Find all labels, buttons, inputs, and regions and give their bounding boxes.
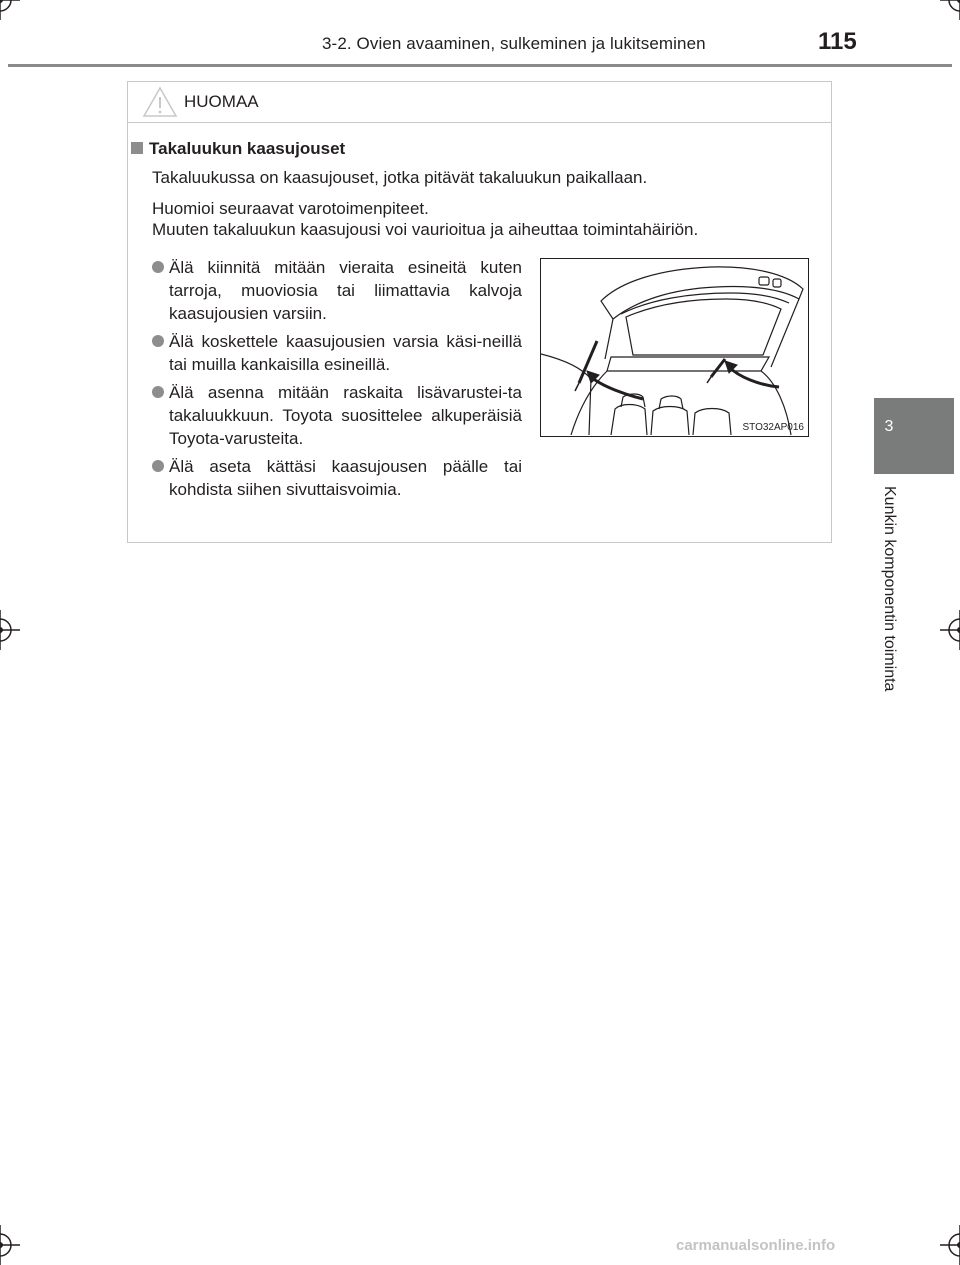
paragraph: Muuten takaluukun kaasujousi voi vaurioitua ja aiheuttaa toimintahäiriön.: [152, 220, 699, 239]
bullet-item: [152, 330, 522, 376]
crop-mark-top-right: [940, 0, 960, 20]
crop-mark-top-left: [0, 0, 20, 20]
footer-watermark: carmanualsonline.info: [676, 1237, 836, 1254]
chapter-side-label-text: Kunkin komponentin toiminta: [881, 486, 898, 692]
header-divider: [8, 64, 952, 67]
crop-mark-middle-right: [940, 610, 960, 650]
chapter-side-label: [878, 486, 902, 726]
notice-header: [128, 82, 831, 123]
crop-mark-bottom-left: [0, 1225, 20, 1265]
bullet-dot-icon: [152, 335, 164, 347]
chapter-tab-number: 3: [884, 418, 894, 435]
crop-mark-middle-left: [0, 610, 20, 650]
section-heading: [131, 139, 345, 159]
warning-triangle-icon: [142, 86, 178, 123]
bullet-item: [152, 256, 522, 325]
section-heading-text: Takaluukun kaasujouset: [149, 139, 346, 158]
tailgate-gas-strut-illustration: [540, 258, 809, 437]
page-header-title: 3-2. Ovien avaaminen, sulkeminen ja lukitseminen: [322, 34, 706, 53]
paragraph: Takaluukussa on kaasujouset, jotka pitävät takaluukun paikallaan.: [152, 168, 648, 187]
notice-box: [127, 81, 832, 543]
bullet-text: Älä kiinnitä mitään vieraita esineitä kuten tarroja, muoviosia tai liimattavia kalvoja kaasujousien varsiin.: [169, 258, 522, 323]
bullet-text: Älä aseta kättäsi kaasujousen päälle tai kohdista siihen sivuttaisvoimia.: [169, 457, 522, 499]
bullet-dot-icon: [152, 460, 164, 472]
bullet-dot-icon: [152, 261, 164, 273]
bullet-dot-icon: [152, 386, 164, 398]
square-bullet-icon: [131, 142, 143, 154]
illustration-code: STO32AP016: [742, 422, 804, 433]
paragraph: Huomioi seuraavat varotoimenpiteet.: [152, 199, 429, 218]
bullet-item: [152, 455, 522, 501]
tailgate-drawing: [541, 259, 808, 436]
page-number: 115: [818, 28, 857, 55]
bullet-text: Älä koskettele kaasujousien varsia käsi-neillä tai muilla kankaisilla esineillä.: [169, 332, 522, 374]
chapter-tab: [874, 398, 954, 474]
notice-label: HUOMAA: [184, 92, 259, 111]
crop-mark-bottom-right: [940, 1225, 960, 1265]
bullet-text: Älä asenna mitään raskaita lisävarustei-ta takaluukkuun. Toyota suosittelee alkuperäisiä Toyota-varusteita.: [169, 383, 522, 448]
bullet-item: [152, 381, 522, 450]
